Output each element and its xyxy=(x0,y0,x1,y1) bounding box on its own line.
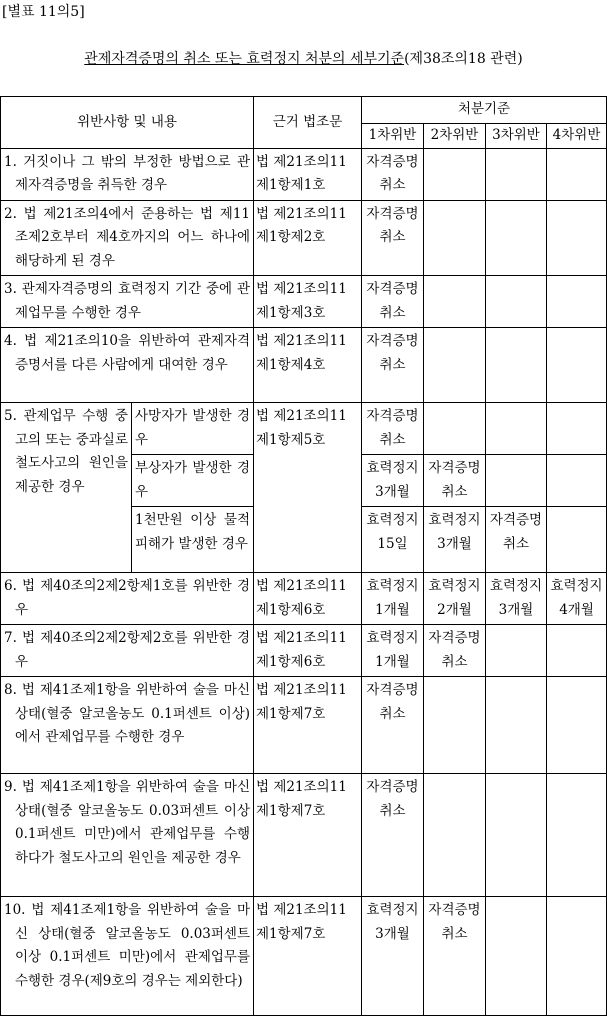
penalty-3 xyxy=(486,200,547,276)
table-row xyxy=(1,774,607,897)
criteria-table xyxy=(0,96,607,1016)
violation-text: 8. 법 제41조제1항을 위반하여 술을 마신 상태(혈중 알코올농도 0.1퍼센트 이상)에서 관제업무를 수행한 경우 xyxy=(1,677,254,774)
law-article: 법 제21조의11 제1항제2호 xyxy=(254,200,362,276)
header-round-2: 2차위반 xyxy=(424,124,486,149)
penalty-1: 효력정지 15일 xyxy=(362,507,424,573)
sub-violation-text: 사망자가 발생한 경우 xyxy=(132,403,254,455)
law-article: 법 제21조의11 제1항제6호 xyxy=(254,625,362,677)
table-row xyxy=(1,276,607,328)
penalty-2 xyxy=(424,276,486,328)
penalty-1: 효력정지 1개월 xyxy=(362,625,424,677)
violation-text: 5. 관제업무 수행 중 고의 또는 중과실로 철도사고의 원인을 제공한 경우 xyxy=(1,403,132,573)
sub-violation-text: 1천만원 이상 물적 피해가 발생한 경우 xyxy=(132,507,254,573)
penalty-4 xyxy=(547,148,607,200)
title-main: 관제자격증명의 취소 또는 효력정지 처분의 세부기준 xyxy=(84,51,405,67)
penalty-4 xyxy=(547,625,607,677)
penalty-3 xyxy=(486,677,547,774)
penalty-2 xyxy=(424,148,486,200)
law-article: 법 제21조의11 제1항제4호 xyxy=(254,328,362,403)
penalty-4 xyxy=(547,897,607,1016)
penalty-2: 효력정지 3개월 xyxy=(424,507,486,573)
violation-text: 10. 법 제41조제1항을 위반하여 술을 마신 상태(혈중 알코올농도 0.03퍼센트 이상 0.1퍼센트 미만)에서 관제업무를 수행한 경우(제9호의 경우는 제외한다) xyxy=(1,897,254,1016)
penalty-3 xyxy=(486,328,547,403)
violation-text: 3. 관제자격증명의 효력정지 기간 중에 관제업무를 수행한 경우 xyxy=(1,276,254,328)
penalty-1: 자격증명 취소 xyxy=(362,148,424,200)
law-article: 법 제21조의11 제1항제7호 xyxy=(254,774,362,897)
violation-text: 4. 법 제21조의10을 위반하여 관제자격증명서를 다른 사람에게 대여한 경우 xyxy=(1,328,254,403)
penalty-3 xyxy=(486,625,547,677)
violation-text: 1. 거짓이나 그 밖의 부정한 방법으로 관제자격증명을 취득한 경우 xyxy=(1,148,254,200)
law-article: 법 제21조의11 제1항제3호 xyxy=(254,276,362,328)
title-ref: (제38조의18 관련) xyxy=(404,51,523,67)
law-article: 법 제21조의11 제1항제7호 xyxy=(254,677,362,774)
penalty-1: 자격증명 취소 xyxy=(362,403,424,455)
table-row xyxy=(1,573,607,625)
penalty-4 xyxy=(547,507,607,573)
table-row xyxy=(1,897,607,1016)
table-row xyxy=(1,403,607,455)
penalty-2: 자격증명 취소 xyxy=(424,455,486,507)
header-round-3: 3차위반 xyxy=(486,124,547,149)
penalty-1: 자격증명 취소 xyxy=(362,328,424,403)
penalty-4 xyxy=(547,200,607,276)
penalty-4: 효력정지 4개월 xyxy=(547,573,607,625)
table-row xyxy=(1,200,607,276)
penalty-4 xyxy=(547,403,607,455)
penalty-4 xyxy=(547,328,607,403)
penalty-1: 효력정지 3개월 xyxy=(362,897,424,1016)
table-row xyxy=(1,677,607,774)
penalty-4 xyxy=(547,276,607,328)
penalty-1: 효력정지 1개월 xyxy=(362,573,424,625)
law-article: 법 제21조의11 제1항제6호 xyxy=(254,573,362,625)
penalty-3 xyxy=(486,774,547,897)
table-row xyxy=(1,625,607,677)
penalty-2 xyxy=(424,200,486,276)
penalty-2 xyxy=(424,774,486,897)
penalty-2: 효력정지 2개월 xyxy=(424,573,486,625)
penalty-3: 자격증명 취소 xyxy=(486,507,547,573)
header-criteria: 처분기준 xyxy=(362,97,607,124)
penalty-3 xyxy=(486,148,547,200)
sub-violation-text: 부상자가 발생한 경우 xyxy=(132,455,254,507)
annex-label: [별표 11의5] xyxy=(2,4,85,20)
penalty-1: 자격증명 취소 xyxy=(362,774,424,897)
penalty-3 xyxy=(486,897,547,1016)
violation-text: 9. 법 제41조제1항을 위반하여 술을 마신 상태(혈중 알코올농도 0.03퍼센트 이상 0.1퍼센트 미만)에서 관제업무를 수행하다가 철도사고의 원인을 제공한 경우 xyxy=(1,774,254,897)
penalty-2: 자격증명 취소 xyxy=(424,625,486,677)
header-law: 근거 법조문 xyxy=(254,97,362,149)
penalty-2 xyxy=(424,403,486,455)
table-row xyxy=(1,148,607,200)
penalty-1: 자격증명 취소 xyxy=(362,200,424,276)
penalty-3 xyxy=(486,403,547,455)
violation-text: 2. 법 제21조의4에서 준용하는 법 제11조제2호부터 제4호까지의 어느 하나에 해당하게 된 경우 xyxy=(1,200,254,276)
penalty-1: 자격증명 취소 xyxy=(362,677,424,774)
penalty-1: 효력정지 3개월 xyxy=(362,455,424,507)
table-row xyxy=(1,328,607,403)
violation-text: 6. 법 제40조의2제2항제1호를 위반한 경우 xyxy=(1,573,254,625)
header-round-4: 4차위반 xyxy=(547,124,607,149)
penalty-2 xyxy=(424,677,486,774)
penalty-4 xyxy=(547,774,607,897)
penalty-1: 자격증명 취소 xyxy=(362,276,424,328)
law-article: 법 제21조의11 제1항제5호 xyxy=(254,403,362,573)
penalty-4 xyxy=(547,677,607,774)
law-article: 법 제21조의11 제1항제7호 xyxy=(254,897,362,1016)
penalty-3: 효력정지 3개월 xyxy=(486,573,547,625)
penalty-2 xyxy=(424,328,486,403)
violation-text: 7. 법 제40조의2제2항제2호를 위반한 경우 xyxy=(1,625,254,677)
law-article: 법 제21조의11 제1항제1호 xyxy=(254,148,362,200)
document-title xyxy=(0,48,607,68)
penalty-3 xyxy=(486,455,547,507)
penalty-2: 자격증명 취소 xyxy=(424,897,486,1016)
header-violation: 위반사항 및 내용 xyxy=(1,97,254,149)
header-round-1: 1차위반 xyxy=(362,124,424,149)
penalty-4 xyxy=(547,455,607,507)
penalty-3 xyxy=(486,276,547,328)
